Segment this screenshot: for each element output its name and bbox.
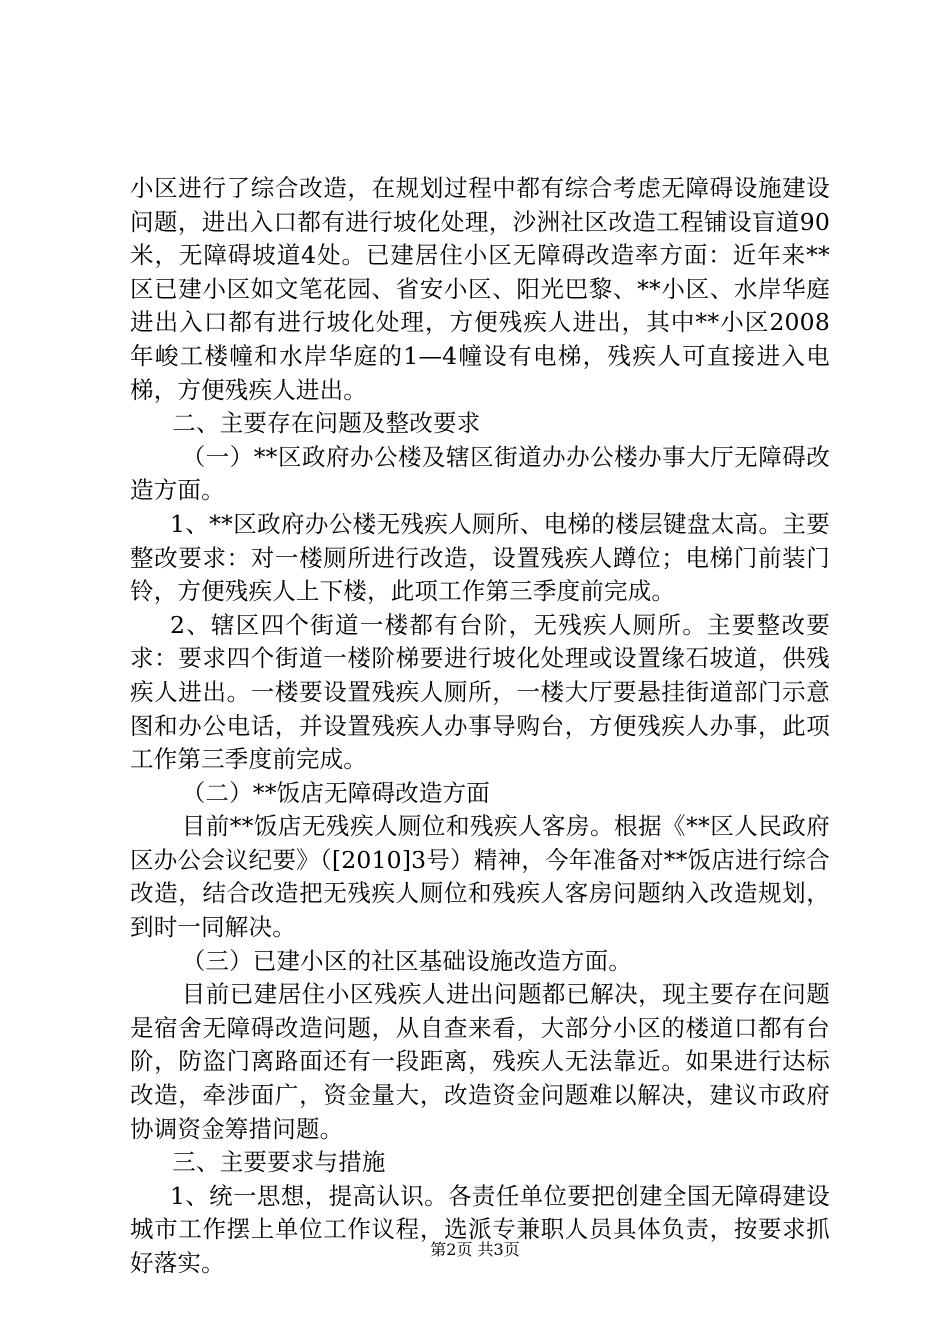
page-number-footer: 第2页 共3页 — [430, 1240, 520, 1259]
paragraph-item-2: 2、辖区四个街道一楼都有台阶，无残疾人厕所。主要整改要求：要求四个街道一楼阶梯要进行坡化处理或设置缘石坡道，供残疾人进出。一楼要设置残疾人厕所，一楼大厅要悬挂街道部门示意图和办公电话，并设置残疾人办事导购台，方便残疾人办事，此项工作第三季度前完成。 — [130, 610, 830, 774]
paragraph-measure-1: 1、统一思想，提高认识。各责任单位要把创建全国无障碍建设城市工作摆上单位工作议程，选派专兼职人员具体负责，按要求抓好落实。 — [130, 1181, 830, 1277]
subheading-hotel: （二）**饭店无障碍改造方面 — [181, 778, 490, 807]
paragraph-continuation: 小区进行了综合改造，在规划过程中都有综合考虑无障碍设施建设问题，进出入口都有进行坡化处理，沙洲社区改造工程铺设盲道90米，无障碍坡道4处。已建居住小区无障碍改造率方面：近年来**区已建小区如文笔花园、省安小区、阳光巴黎、**小区、水岸华庭进出入口都有进行坡化处理，方便残疾人进出，其中**小区2008年峻工楼幢和水岸华庭的1—4幢设有电梯，残疾人可直接进入电梯，方便残疾人进出。 — [130, 174, 830, 404]
document-body — [130, 172, 830, 1281]
section-heading-measures: 三、主要要求与措施 — [172, 1148, 386, 1177]
paragraph-hotel: 目前**饭店无残疾人厕位和残疾人客房。根据《**区人民政府区办公会议纪要》（[2010]3号）精神，今年准备对**饭店进行综合改造，结合改造把无残疾人厕位和残疾人客房问题纳入改造规划，到时一同解决。 — [130, 812, 830, 942]
subheading-community: （三）已建小区的社区基础设施改造方面。 — [181, 946, 632, 975]
section-heading-problems: 二、主要存在问题及整改要求 — [172, 409, 481, 438]
paragraph-item-1: 1、**区政府办公楼无残疾人厕所、电梯的楼层键盘太高。主要整改要求：对一楼厕所进行改造，设置残疾人蹲位；电梯门前装门铃，方便残疾人上下楼，此项工作第三季度前完成。 — [130, 509, 830, 606]
subheading-government-offices: （一）**区政府办公楼及辖区街道办办公楼办事大厅无障碍改造方面。 — [130, 442, 830, 505]
paragraph-community: 目前已建居住小区残疾人进出问题都已解决，现主要存在问题是宿舍无障碍改造问题，从自查来看，大部分小区的楼道口都有台阶，防盗门离路面还有一段距离，残疾人无法靠近。如果进行达标改造，牵涉面广，资金量大，改造资金问题难以解决，建议市政府协调资金筹措问题。 — [130, 980, 830, 1143]
